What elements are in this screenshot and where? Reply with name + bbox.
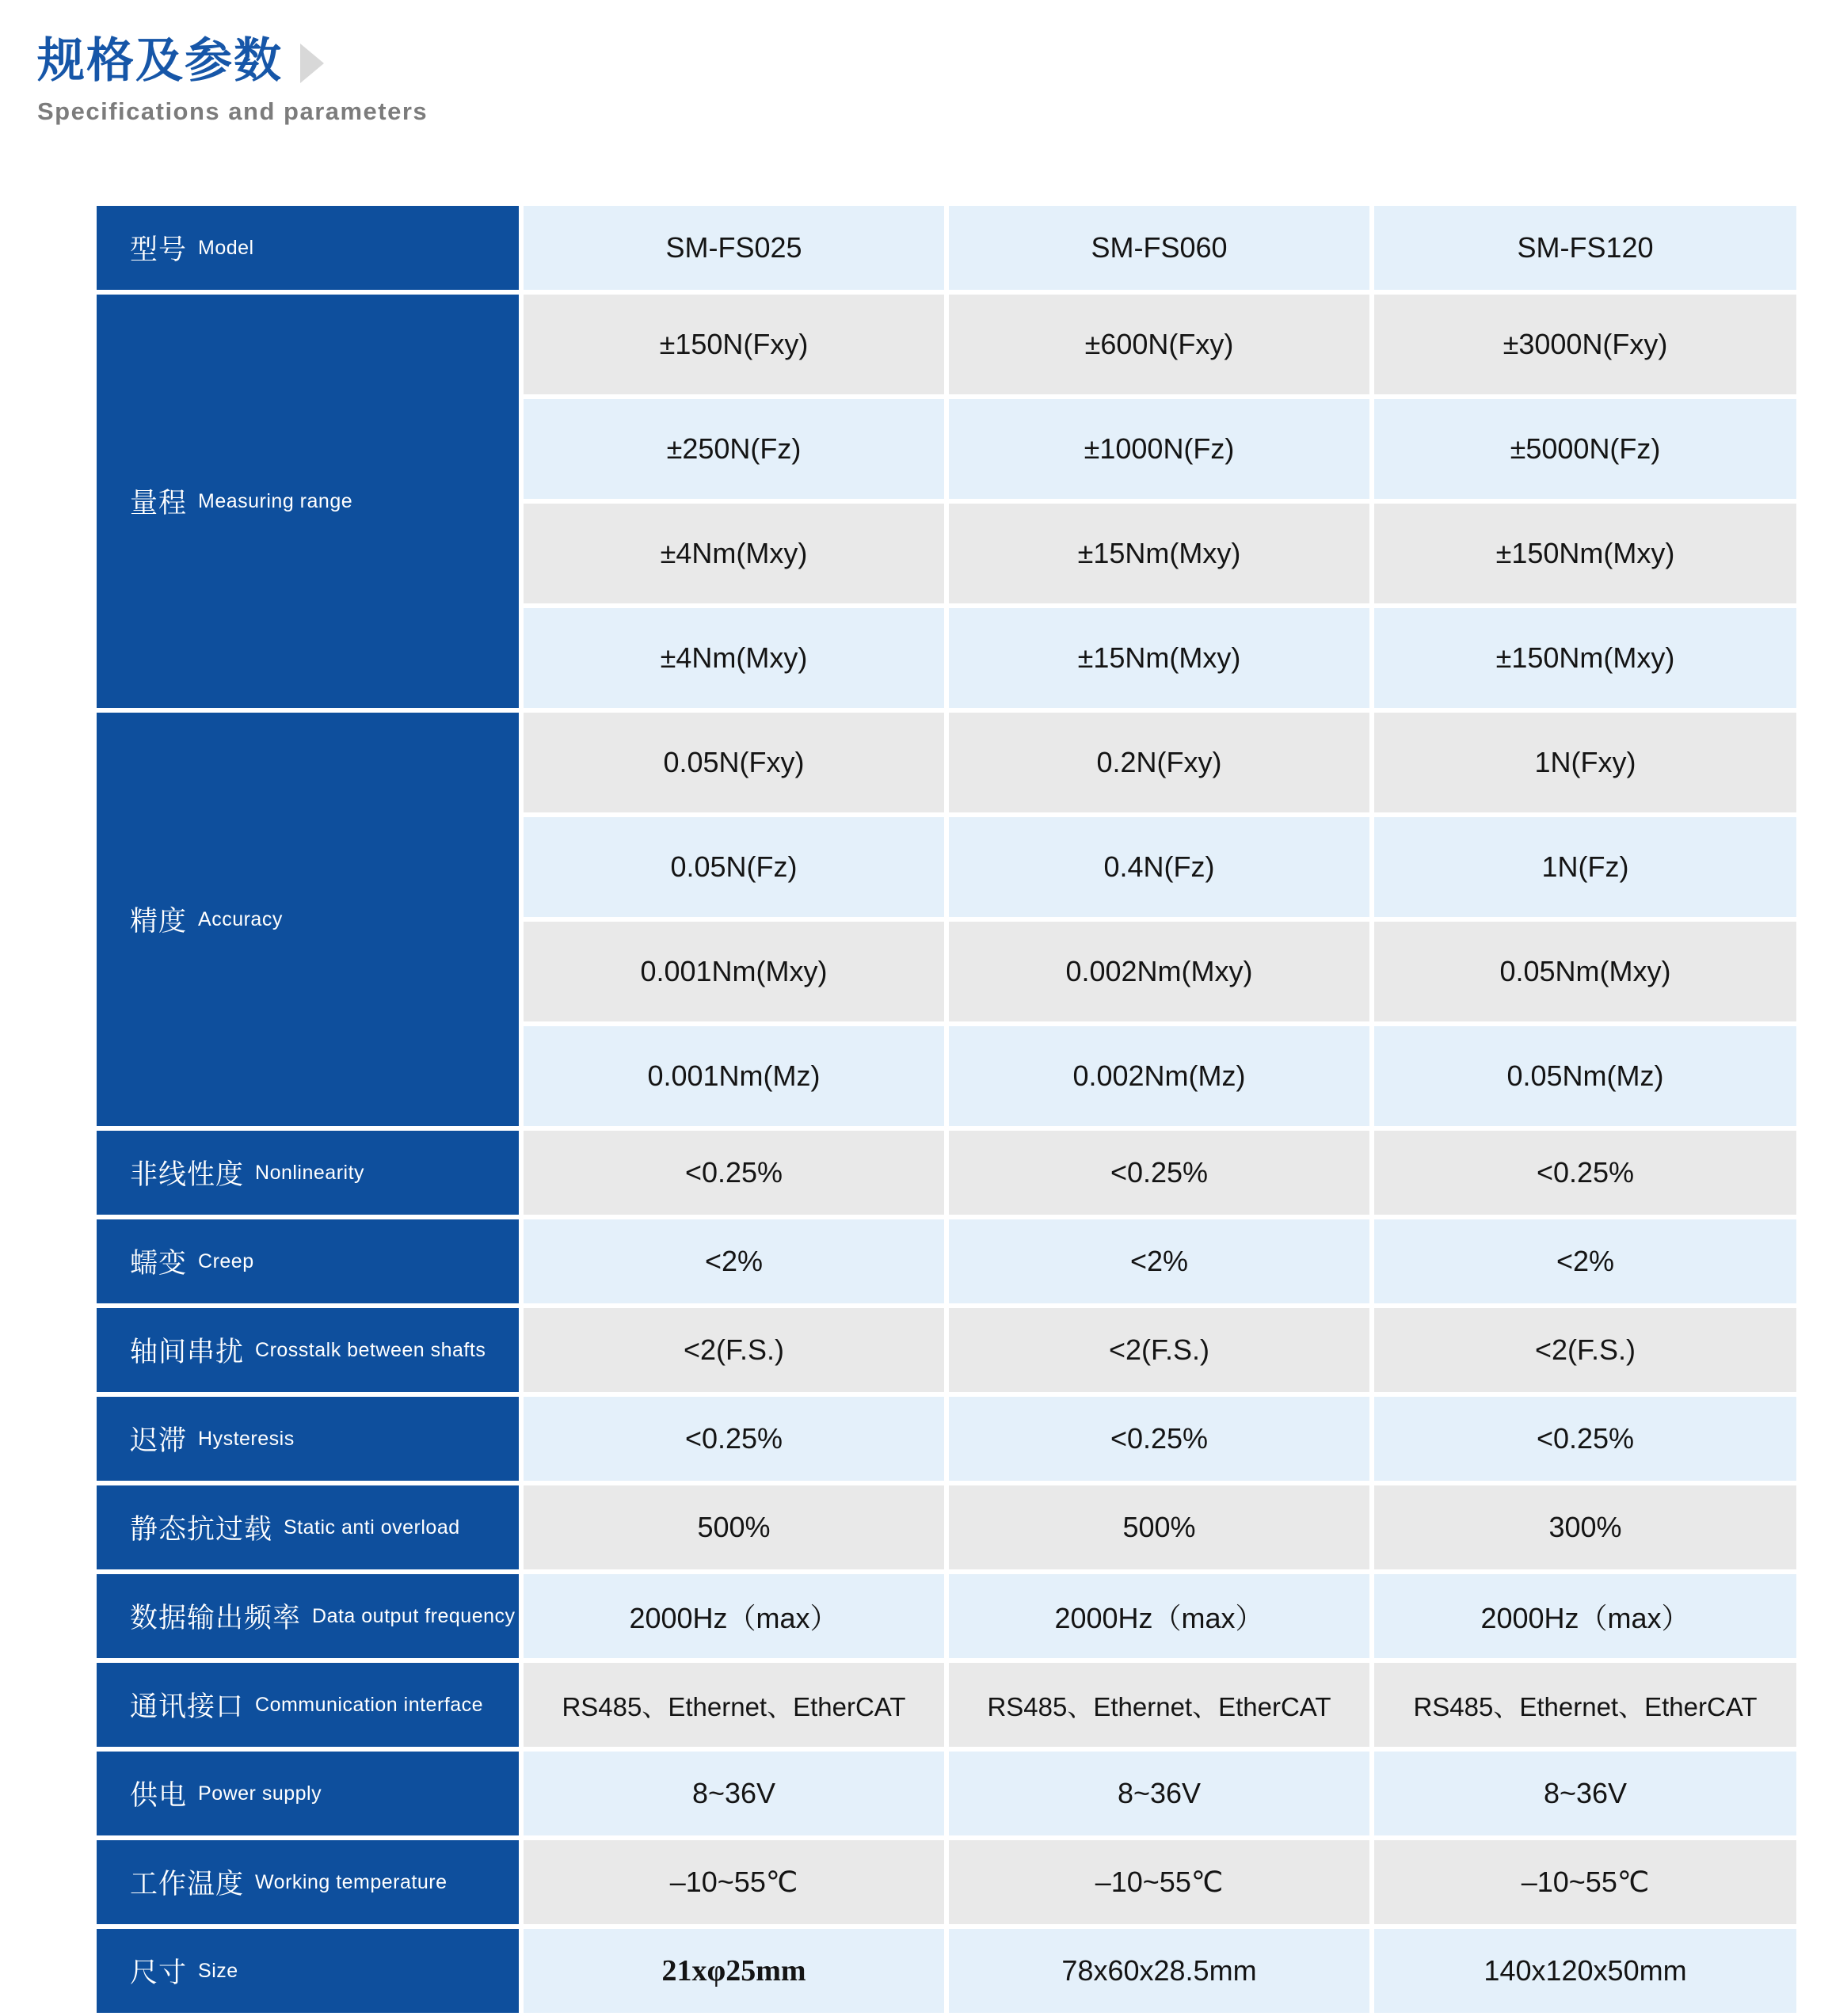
spec-cell: ±250N(Fz) <box>524 399 944 499</box>
spec-cell: 0.4N(Fz) <box>949 817 1369 917</box>
spec-cell: ±150Nm(Mxy) <box>1374 504 1796 603</box>
spec-cell: 2000Hz（max） <box>524 1574 944 1658</box>
row-label-zh: 静态抗过载 <box>130 1514 273 1545</box>
spec-cell: 0.05N(Fz) <box>524 817 944 917</box>
spec-cell: –10~55℃ <box>1374 1840 1796 1924</box>
row-label-en: Crosstalk between shafts <box>255 1338 486 1361</box>
row-label-hysteresis <box>97 1397 519 1481</box>
spec-cell: 300% <box>1374 1485 1796 1569</box>
spec-cell: ±4Nm(Mxy) <box>524 504 944 603</box>
spec-cell: 21xφ25mm <box>524 1929 944 2013</box>
spec-cell: 78x60x28.5mm <box>949 1929 1369 2013</box>
spec-cell: –10~55℃ <box>524 1840 944 1924</box>
row-label-en: Model <box>198 236 254 259</box>
model-name-cell: SM-FS060 <box>949 206 1369 290</box>
title-block <box>37 33 428 126</box>
row-label-en: Accuracy <box>198 907 283 930</box>
row-label-zh: 蠕变 <box>130 1248 188 1279</box>
spec-cell: 500% <box>524 1485 944 1569</box>
spec-cell: –10~55℃ <box>949 1840 1369 1924</box>
spec-cell: ±3000N(Fxy) <box>1374 295 1796 394</box>
row-label-crosstalk <box>97 1308 519 1392</box>
row-label-power-supply <box>97 1752 519 1835</box>
row-label-nonlinearity <box>97 1131 519 1215</box>
spec-cell: ±1000N(Fz) <box>949 399 1369 499</box>
row-label-model <box>97 206 519 290</box>
spec-cell: <0.25% <box>949 1397 1369 1481</box>
spec-cell: <0.25% <box>524 1397 944 1481</box>
row-label-en: Nonlinearity <box>255 1161 365 1184</box>
row-label-zh: 通讯接口 <box>130 1691 245 1722</box>
row-label-zh: 型号 <box>130 234 188 265</box>
spec-cell: ±600N(Fxy) <box>949 295 1369 394</box>
spec-cell: 2000Hz（max） <box>1374 1574 1796 1658</box>
spec-cell: ±15Nm(Mxy) <box>949 504 1369 603</box>
row-label-zh: 非线性度 <box>130 1159 245 1190</box>
spec-cell: <2% <box>949 1219 1369 1303</box>
spec-cell: <0.25% <box>524 1131 944 1215</box>
spec-cell: 8~36V <box>949 1752 1369 1835</box>
spec-cell: <2% <box>1374 1219 1796 1303</box>
spec-cell: <2(F.S.) <box>949 1308 1369 1392</box>
title-arrow-icon <box>300 44 324 83</box>
row-label-en: Power supply <box>198 1782 322 1805</box>
row-label-working-temperature <box>97 1840 519 1924</box>
spec-cell: 0.001Nm(Mz) <box>524 1026 944 1126</box>
spec-cell: 500% <box>949 1485 1369 1569</box>
spec-cell: <2% <box>524 1219 944 1303</box>
spec-cell: ±4Nm(Mxy) <box>524 608 944 708</box>
row-label-en: Measuring range <box>198 489 353 512</box>
row-label-zh: 工作温度 <box>130 1869 245 1900</box>
spec-cell: ±150N(Fxy) <box>524 295 944 394</box>
spec-cell: 0.002Nm(Mz) <box>949 1026 1369 1126</box>
spec-cell: RS485、Ethernet、EtherCAT <box>524 1663 944 1747</box>
spec-cell: 0.001Nm(Mxy) <box>524 922 944 1021</box>
model-name-cell: SM-FS025 <box>524 206 944 290</box>
row-label-zh: 量程 <box>130 488 188 519</box>
spec-cell: <2(F.S.) <box>524 1308 944 1392</box>
spec-cell: <2(F.S.) <box>1374 1308 1796 1392</box>
spec-cell: ±150Nm(Mxy) <box>1374 608 1796 708</box>
spec-cell: 0.05N(Fxy) <box>524 713 944 812</box>
model-name-cell: SM-FS120 <box>1374 206 1796 290</box>
row-label-size <box>97 1929 519 2013</box>
spec-cell: 1N(Fxy) <box>1374 713 1796 812</box>
row-label-accuracy <box>97 713 519 1126</box>
spec-cell: 140x120x50mm <box>1374 1929 1796 2013</box>
row-label-zh: 精度 <box>130 906 188 937</box>
spec-cell: 0.2N(Fxy) <box>949 713 1369 812</box>
spec-cell: 0.002Nm(Mxy) <box>949 922 1369 1021</box>
row-label-en: Static anti overload <box>284 1516 460 1539</box>
spec-cell: 0.05Nm(Mz) <box>1374 1026 1796 1126</box>
row-label-zh: 迟滞 <box>130 1425 188 1456</box>
spec-table <box>97 206 1796 2013</box>
row-label-zh: 数据输出频率 <box>130 1603 302 1634</box>
row-label-en: Creep <box>198 1250 254 1272</box>
spec-cell: 8~36V <box>1374 1752 1796 1835</box>
row-label-zh: 尺寸 <box>130 1957 188 1988</box>
row-label-static-overload <box>97 1485 519 1569</box>
spec-cell: 8~36V <box>524 1752 944 1835</box>
row-label-en: Communication interface <box>255 1693 484 1716</box>
spec-cell: <0.25% <box>949 1131 1369 1215</box>
row-label-zh: 轴间串扰 <box>130 1337 245 1367</box>
spec-cell: RS485、Ethernet、EtherCAT <box>1374 1663 1796 1747</box>
page-title: 规格及参数 <box>37 34 283 87</box>
spec-cell: <0.25% <box>1374 1131 1796 1215</box>
row-label-creep <box>97 1219 519 1303</box>
row-label-en: Size <box>198 1959 238 1982</box>
row-label-en: Hysteresis <box>198 1427 295 1450</box>
spec-cell: ±15Nm(Mxy) <box>949 608 1369 708</box>
title-row <box>37 33 428 88</box>
spec-cell: 0.05Nm(Mxy) <box>1374 922 1796 1021</box>
row-label-measuring-range <box>97 295 519 708</box>
spec-cell: 1N(Fz) <box>1374 817 1796 917</box>
row-label-data-output-frequency <box>97 1574 519 1658</box>
row-label-communication-interface <box>97 1663 519 1747</box>
spec-cell: 2000Hz（max） <box>949 1574 1369 1658</box>
spec-cell: ±5000N(Fz) <box>1374 399 1796 499</box>
row-label-en: Data output frequency <box>312 1604 516 1627</box>
row-label-zh: 供电 <box>130 1780 188 1811</box>
page-subtitle: Specifications and parameters <box>37 97 428 125</box>
spec-cell: <0.25% <box>1374 1397 1796 1481</box>
row-label-en: Working temperature <box>255 1870 448 1893</box>
spec-cell: RS485、Ethernet、EtherCAT <box>949 1663 1369 1747</box>
